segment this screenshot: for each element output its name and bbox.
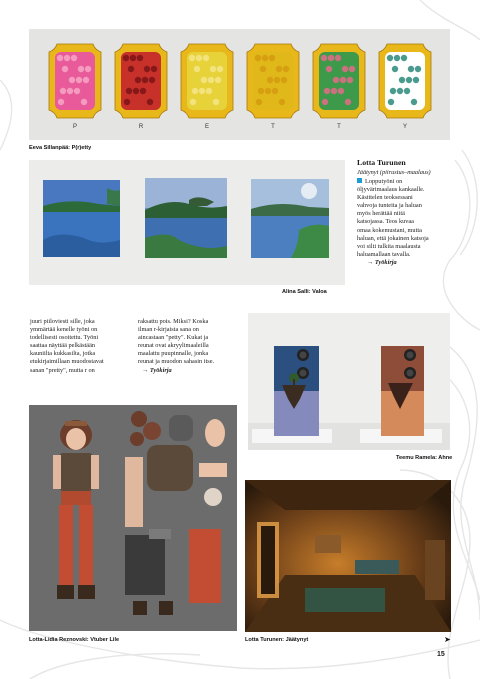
text-column-1: juuri piiloviesti sille, joka ymmärtää kenelle työni on todellisesti osoitettu. Työni saattaa näyttää pelkästään kauniilta kukkasilta, jotka etukirjaimillaan muodostavat sanan "pretty", mutta r on — [30, 318, 104, 374]
vtuber-character-sheet — [29, 405, 237, 631]
panel-letter: E — [204, 124, 210, 130]
character-parts — [125, 411, 227, 615]
desc-line: Käsittelen teoksessani — [357, 194, 413, 202]
desc-line: Lopputyöni on — [357, 178, 452, 186]
desc-line: haluamallaan tavalla. — [357, 250, 411, 258]
flower-panel — [313, 44, 365, 130]
caption-teemu: Teemu Ramela: Ahne — [396, 455, 453, 461]
panel-letter: R — [138, 124, 144, 130]
panel-letter: Y — [402, 124, 408, 130]
flower-panel — [181, 44, 233, 130]
desc-line: myös herättää niitä — [357, 210, 405, 218]
painting-2 — [145, 178, 227, 258]
tyokirja-link[interactable]: → Työkirja — [367, 258, 397, 266]
teemu-photo — [248, 313, 450, 450]
flower-panel — [379, 44, 431, 130]
caption-lotta-lidia: Lotta-Lidia Reznovski: Vtuber Lile — [29, 637, 120, 643]
flower-panel — [247, 44, 299, 130]
text-column-2: raksattu pois. Miksi? Koska ilman r-kirjaista sana on aincastaan "petty". Kukat ja reunat ovat akryylimaaleilla maalattu puupinnalle, jonka reunat ja muodon sahasin itse. → Työkirja — [138, 318, 215, 374]
seascape-paintings — [29, 160, 345, 285]
caption-lotta-t: Lotta Turunen: Jäätynyt — [245, 637, 309, 643]
artist-description — [357, 178, 452, 267]
tyokirja-link-2[interactable]: → Työkirja — [142, 366, 172, 374]
flower-panel — [49, 44, 101, 130]
bullet-square-icon — [357, 178, 362, 183]
next-page-arrow-icon[interactable]: ➤ — [444, 635, 451, 644]
desc-line: haluan, että jokainen katsoja — [357, 234, 429, 242]
desc-line: omaa kokemustani, mutta — [357, 226, 422, 234]
page-number: 15 — [437, 651, 445, 658]
caption-alina: Alina Salli: Valoa — [282, 289, 327, 295]
panel-letter: T — [271, 124, 275, 130]
character-main — [53, 420, 99, 599]
flower-panel — [115, 44, 167, 130]
desc-line: vahvoja tunteita ja haluan — [357, 202, 422, 210]
artist-name: Lotta Turunen — [357, 158, 406, 167]
panel-letter: P — [72, 124, 78, 130]
painting-1 — [43, 180, 120, 257]
vtuber-photo — [29, 405, 237, 631]
desc-line: öljyvärimaalaus kankaalle. — [357, 186, 425, 194]
eeva-photo — [29, 29, 450, 140]
flower-panels — [29, 29, 450, 140]
floating-island-boxes — [248, 313, 450, 450]
desc-line: voi silti tulkita maalausta — [357, 242, 421, 250]
jaatynyt-photo — [245, 480, 451, 632]
frozen-room-painting — [245, 480, 451, 632]
alina-photo — [29, 160, 345, 285]
caption-eeva: Eeva Sillanpää: P(r)etty — [29, 145, 92, 151]
panel-letter: T — [337, 124, 341, 130]
painting-3 — [251, 179, 329, 258]
desc-line: katsojassa. Teos kuvaa — [357, 218, 414, 226]
artwork-subtitle: Jäätynyt (piirustus–maalaus) — [357, 169, 431, 176]
